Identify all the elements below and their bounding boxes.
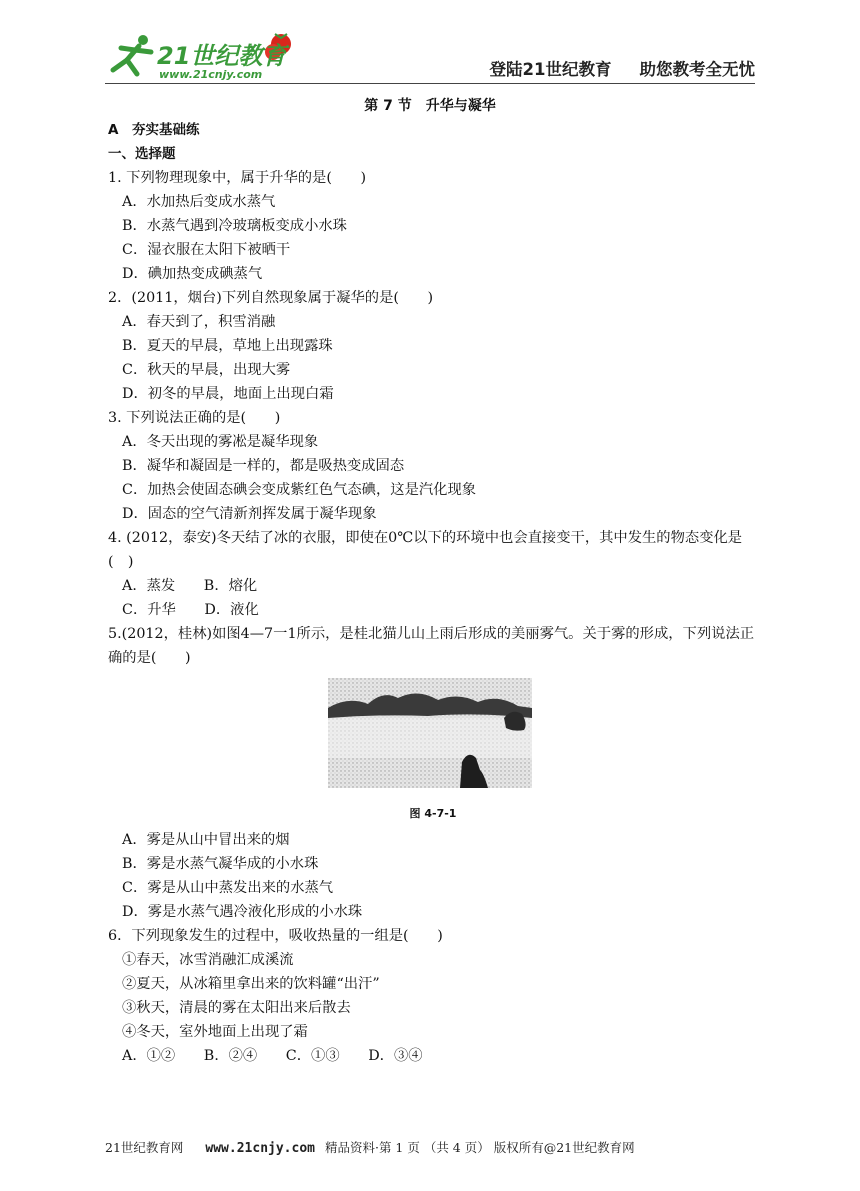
question-1-option: A．水加热后变成水蒸气 — [122, 194, 276, 210]
question-3-option: D．固态的空气清新剂挥发属于凝华现象 — [122, 506, 377, 522]
fog-mountain-image — [328, 678, 532, 788]
question-5-option: D．雾是水蒸气遇冷液化形成的小水珠 — [122, 904, 363, 920]
figure-caption: 图 4-7-1 — [409, 807, 457, 820]
question-2-option: B．夏天的早晨，草地上出现露珠 — [122, 338, 333, 354]
document-body — [108, 118, 758, 1068]
question-1-option: C．湿衣服在太阳下被晒干 — [122, 242, 291, 258]
question-4-option: A．蒸发 B．熔化 — [122, 578, 258, 594]
slogan-left: 登陆21世纪教育 — [489, 60, 612, 79]
question-4-option: C．升华 D．液化 — [122, 602, 259, 618]
question-6-options: A．①② B．②④ C．①③ D．③④ — [122, 1048, 423, 1064]
logo-url: www.21cnjy.com — [159, 68, 263, 81]
footer-site: 21世纪教育网 — [105, 1140, 184, 1155]
question-5-option: A．雾是从山中冒出来的烟 — [122, 832, 290, 848]
question-2-stem: 2．(2011，烟台)下列自然现象属于凝华的是( ) — [108, 290, 434, 306]
question-4-stem: 4. (2012，泰安)冬天结了冰的衣服，即使在0℃以下的环境中也会直接变干，其中发生的物态变化是( ) — [108, 530, 743, 570]
question-5-option: B．雾是水蒸气凝华成的小水珠 — [122, 856, 319, 872]
question-3-option: C．加热会使固态碘会变成紫红色气态碘，这是汽化现象 — [122, 482, 477, 498]
question-6-item: ③秋天，清晨的雾在太阳出来后散去 — [122, 1000, 351, 1016]
question-5-stem: 5.(2012，桂林)如图4—7一1所示，是桂北猫儿山上雨后形成的美丽雾气。关于雾的形成，下列说法正确的是( ) — [108, 626, 755, 666]
part-heading: 一、选择题 — [108, 146, 176, 162]
page-header — [105, 22, 755, 84]
runner-icon — [113, 35, 151, 74]
footer-info: 精品资料·第 1 页 （共 4 页） 版权所有@21世纪教育网 — [324, 1140, 635, 1155]
question-6-item: ①春天，冰雪消融汇成溪流 — [122, 952, 294, 968]
site-logo — [105, 30, 305, 82]
question-5-option: C．雾是从山中蒸发出来的水蒸气 — [122, 880, 334, 896]
question-6-stem: 6．下列现象发生的过程中，吸收热量的一组是( ) — [108, 928, 443, 944]
question-1-option: D．碘加热变成碘蒸气 — [122, 266, 263, 282]
figure-fog-mountain — [108, 678, 758, 798]
header-divider — [105, 83, 755, 84]
logo-text: 21世纪教育 — [157, 42, 287, 70]
question-6-item: ④冬天，室外地面上出现了霜 — [122, 1024, 308, 1040]
question-3-option: B．凝华和凝固是一样的，都是吸热变成固态 — [122, 458, 405, 474]
question-1-stem: 1. 下列物理现象中，属于升华的是( ) — [108, 170, 367, 186]
question-2-option: A．春天到了，积雪消融 — [122, 314, 276, 330]
question-6-item: ②夏天，从冰箱里拿出来的饮料罐“出汗” — [122, 976, 380, 992]
page-footer — [105, 1138, 755, 1156]
question-2-option: C．秋天的早晨，出现大雾 — [122, 362, 291, 378]
page-title: 第 7 节 升华与凝华 — [364, 98, 496, 114]
question-3-option: A．冬天出现的雾凇是凝华现象 — [122, 434, 319, 450]
footer-url[interactable]: www.21cnjy.com — [205, 1141, 315, 1156]
section-heading: A 夯实基础练 — [108, 122, 200, 138]
question-1-option: B．水蒸气遇到冷玻璃板变成小水珠 — [122, 218, 347, 234]
question-3-stem: 3. 下列说法正确的是( ) — [108, 410, 281, 426]
question-2-option: D．初冬的早晨，地面上出现白霜 — [122, 386, 334, 402]
header-slogan — [490, 56, 755, 80]
slogan-right: 助您教考全无忧 — [639, 60, 755, 79]
